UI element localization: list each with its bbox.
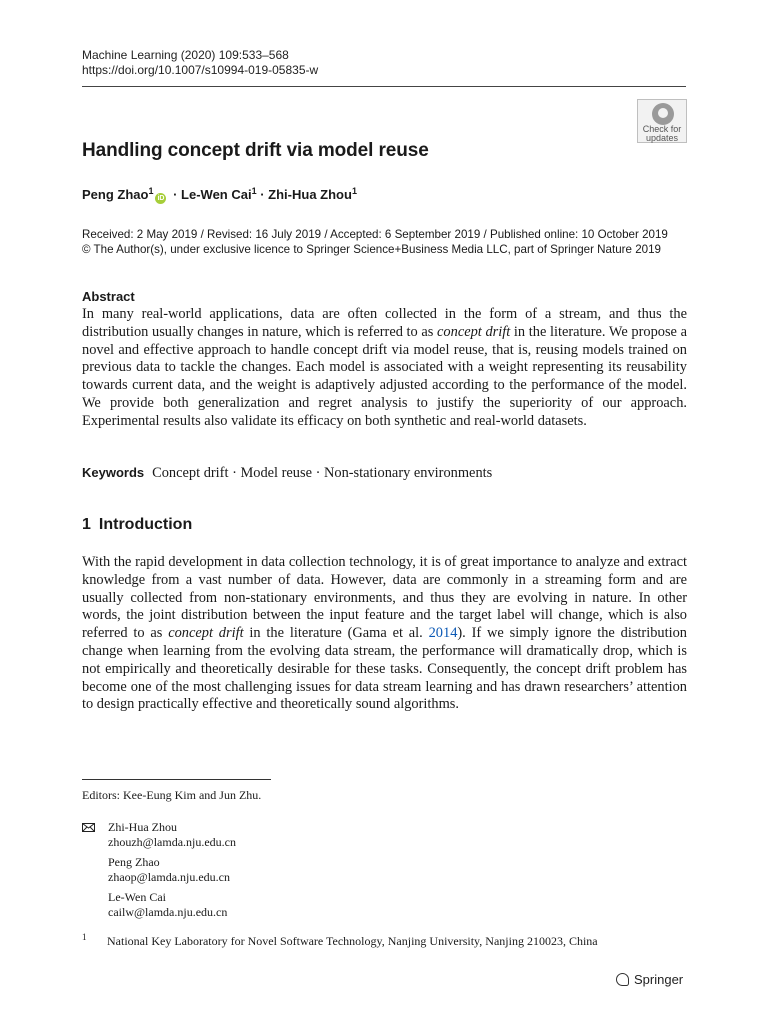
section-number: 1 — [82, 516, 91, 533]
journal-header — [82, 48, 318, 78]
publisher-name: Springer — [634, 972, 684, 987]
keywords — [82, 465, 492, 482]
header-rule — [82, 86, 686, 87]
check-for-updates-button[interactable] — [637, 99, 687, 143]
contact-entry — [82, 890, 236, 920]
contact-entry — [82, 855, 236, 885]
affiliation-footnote — [82, 934, 598, 949]
author-affiliation-mark: 1 — [148, 186, 154, 196]
springer-horse-icon — [616, 973, 629, 986]
author-affiliation-mark: 1 — [351, 186, 357, 196]
editors-note: Editors: Kee-Eung Kim and Jun Zhu. — [82, 788, 262, 802]
footnote-rule — [82, 779, 271, 780]
section-title: Introduction — [98, 516, 193, 533]
contact-email[interactable]: cailw@lamda.nju.edu.cn — [108, 905, 228, 919]
copyright-line: © The Author(s), under exclusive licence to Springer Science+Business Media LLC, part of Springer Nature 2019 — [82, 243, 661, 256]
author-affiliation-mark: 1 — [251, 186, 257, 196]
contact-entry — [82, 820, 236, 850]
paper-title: Handling concept drift via model reuse — [82, 140, 429, 161]
keywords-text: Concept drift · Model reuse · Non-stationary environments — [152, 465, 493, 481]
author-name[interactable]: Zhi-Hua Zhou — [268, 187, 352, 202]
contact-email[interactable]: zhaop@lamda.nju.edu.cn — [108, 870, 231, 884]
check-updates-label: Check for updates — [642, 124, 682, 143]
abstract-heading: Abstract — [82, 289, 135, 304]
keywords-label: Keywords — [82, 465, 145, 480]
author-name[interactable]: Peng Zhao — [82, 187, 149, 202]
history-dates: Received: 2 May 2019 / Revised: 16 July 2019 / Accepted: 6 September 2019 / Published online: 10 October 2019 — [82, 228, 668, 241]
abstract-text: In many real-world applications, data are often collected in the form of a stream, and thus the distribution usually changes in nature, which is referred to as concept drift in the literature. We propose a novel and effective approach to handle concept drift via model reuse, that is, reusing models trained on previous data to tackle the changes. Each model is associated with a weight representing its reusability towards current data, and the weight is adaptively adjusted according to the performance of the model. We provide both generalization and regret analysis to justify the superiority of our approach. Experimental results also validate its efficacy on both synthetic and real-world datasets. — [82, 306, 687, 429]
doi-link[interactable]: https://doi.org/10.1007/s10994-019-05835-w — [82, 63, 319, 77]
journal-citation: Machine Learning (2020) 109:533–568 — [82, 48, 289, 62]
check-updates-icon — [652, 103, 674, 125]
envelope-icon — [82, 823, 95, 832]
affiliation-text: National Key Laboratory for Novel Software Technology, Nanjing University, Nanjing 210023, China — [107, 934, 598, 948]
abstract-emphasis: concept drift — [437, 323, 511, 340]
author-separator: · — [169, 187, 182, 202]
publication-dates — [82, 227, 668, 257]
contact-email[interactable]: zhouzh@lamda.nju.edu.cn — [108, 835, 237, 849]
contact-list — [82, 820, 236, 925]
author-name[interactable]: Le-Wen Cai — [181, 187, 252, 202]
author-separator: · — [256, 187, 269, 202]
intro-emphasis: concept drift — [168, 625, 244, 642]
affiliation-number: 1 — [82, 932, 87, 942]
section-heading-introduction — [82, 516, 192, 534]
contact-name: Peng Zhao — [108, 855, 160, 869]
introduction-text: With the rapid development in data collection technology, it is of great importance to analyze and extract knowledge from a vast number of data. However, data are commonly in a streaming form and are usually collected from non-stationary environments, and thus they are evolving in nature. In other words, the joint distribution between the input feature and the target label will change, which is also referred to as concept drift in the literature (Gama et al. 2014). If we simply ignore the distribution change when learning from the evolving data stream, the performance will dramatically drop, which is not empirically and theoretically desirable for these tasks. Consequently, the concept drift problem has become one of the most challenging issues for data stream learning and has drawn researchers’ attention to design practically effective and theoretically sound algorithms. — [82, 554, 687, 713]
citation-link[interactable]: 2014 — [428, 625, 458, 642]
publisher-logo — [616, 972, 683, 987]
contact-name: Le-Wen Cai — [108, 890, 167, 904]
author-list — [82, 187, 357, 204]
orcid-icon[interactable]: iD — [157, 195, 165, 202]
contact-name: Zhi-Hua Zhou — [108, 820, 177, 834]
